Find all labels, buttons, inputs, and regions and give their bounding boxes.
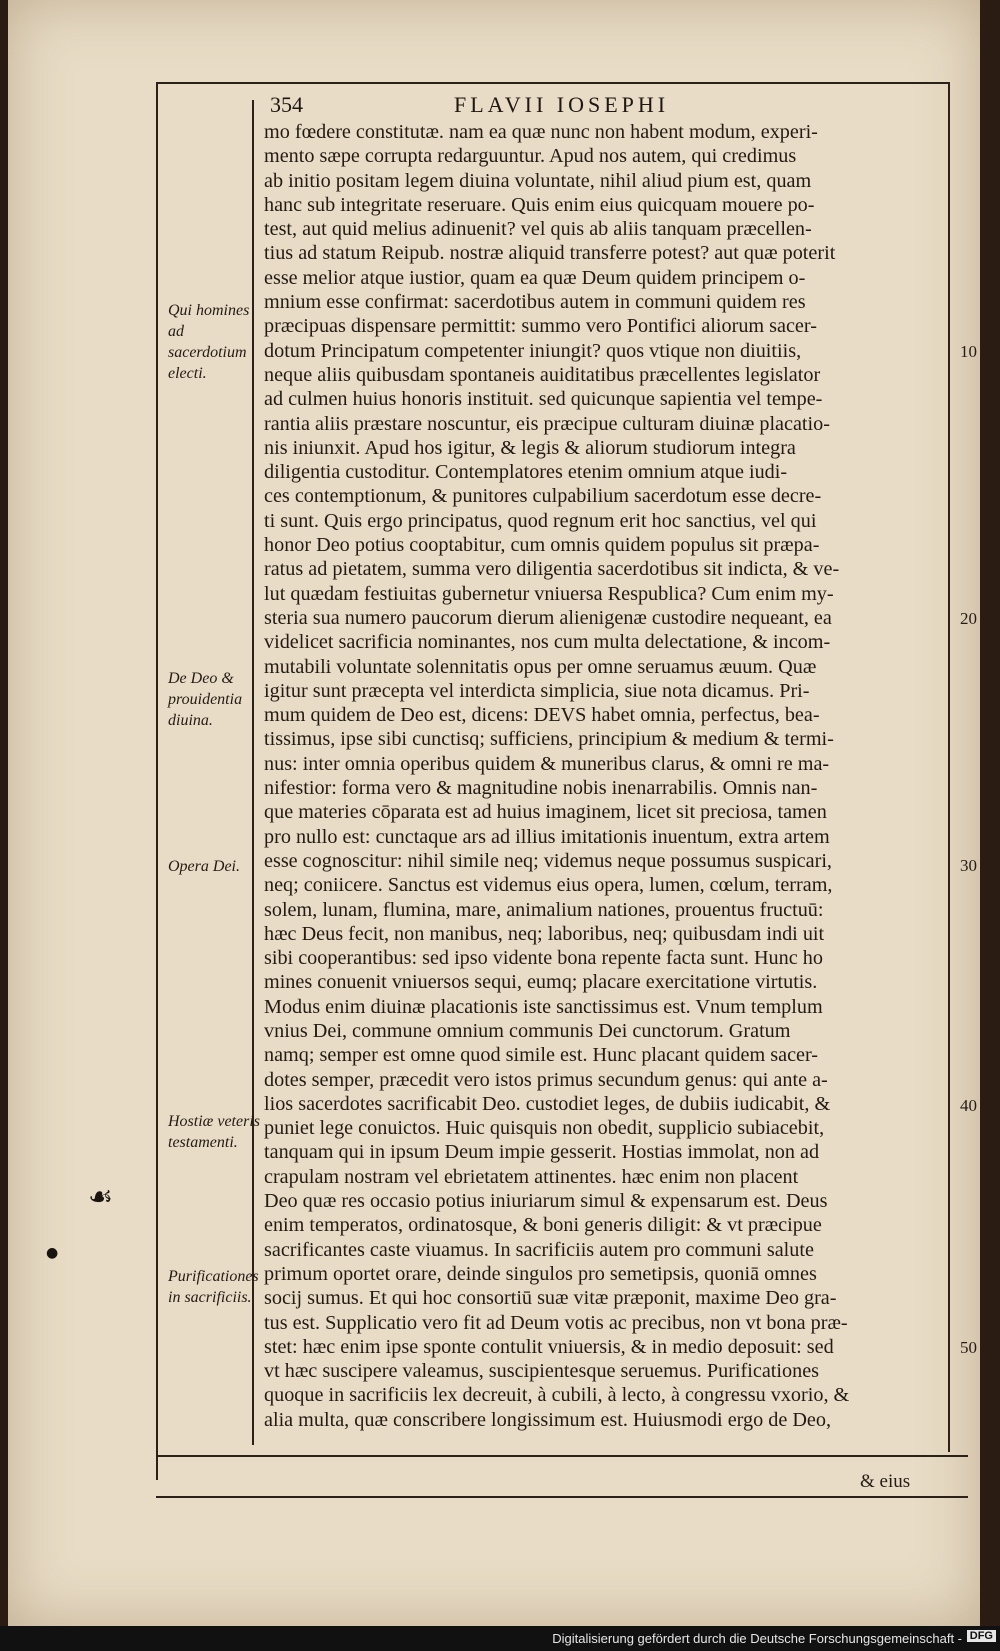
text-line: solem, lunam, flumina, mare, animalium nationes, prouentus fructuū: — [264, 898, 824, 921]
sidenote-works-of-god: Opera Dei. — [168, 858, 240, 875]
text-line: diligentia custoditur. Contemplatores etenim omnium atque iudi- — [264, 461, 788, 484]
line-number-50: 50 — [960, 1338, 977, 1357]
text-line: que materies cōparata est ad huius imaginem, licet sit preciosa, tamen — [264, 801, 827, 824]
text-line: præcipuas dispensare permittit: summo vero Pontifici aliorum sacer- — [264, 315, 817, 338]
text-line: mines conuenit vniuersos sequi, eumq; placare exercitatione virtutis. — [264, 971, 818, 994]
text-line: honor Deo potius cooptabitur, cum omnis quidem populus sit præpa- — [264, 534, 820, 557]
text-line: ti sunt. Quis ergo principatus, quod regnum erit hoc sanctius, vel qui — [264, 509, 817, 532]
text-line: steria sua numero paucorum dierum alienigenæ custodire nequeant, ea — [264, 606, 832, 629]
text-line: mnium esse confirmat: sacerdotibus autem in communi quidem res — [264, 291, 806, 314]
text-line: Modus enim diuinæ placationis iste sanctissimus est. Vnum templum — [264, 995, 823, 1018]
sidenote-god-providence: De Deo & prouidentia diuina. — [168, 670, 243, 729]
text-line: mento sæpe corrupta redarguuntur. Apud nos autem, qui credimus — [264, 145, 797, 168]
dfg-logo: DFG — [967, 1630, 996, 1642]
catchword: & eius — [860, 1471, 911, 1492]
text-line: stet: hæc enim ipse sponte contulit vniuersis, & in medio deposuit: sed — [264, 1335, 834, 1358]
text-line: alia multa, quæ conscribere longissimum est. Huiusmodi ergo de Deo, — [264, 1408, 832, 1431]
running-head: FLAVII IOSEPHI — [454, 92, 670, 117]
text-line: dotum Principatum competenter iniungit? quos vtique non diuitiis, — [264, 339, 802, 362]
text-line: vnius Dei, commune omnium communis Dei cunctorum. Gratum — [264, 1019, 791, 1042]
text-line: tus est. Supplicatio vero fit ad Deum votis ac precibus, non vt bona præ- — [264, 1311, 848, 1334]
text-line: crapulam nostram vel ebrietatem attinentes. hæc enim non placent — [264, 1165, 799, 1188]
text-line: lut quædam festiuitas gubernetur vniuersa Respublica? Cum enim my- — [264, 582, 834, 605]
dot-mark-icon: ● — [46, 1245, 59, 1261]
text-line: ratus ad pietatem, summa vero diligentia sacerdotibus sit indicta, & ve- — [264, 558, 840, 581]
book-page — [8, 0, 980, 1626]
footer-credit: Digitalisierung gefördert durch die Deutsche Forschungsgemeinschaft - — [552, 1631, 962, 1646]
text-line: hæc Deus fecit, non manibus, neq; laboribus, neq; quibusdam indi uit — [264, 922, 825, 945]
text-line: tius ad statum Reipub. nostræ aliquid transferre potest? aut quæ poterit — [264, 242, 836, 265]
text-line: pro nullo est: cunctaque ars ad illius imitationis inuentum, extra artem — [264, 825, 830, 848]
text-line: esse melior atque iustior, quam ea quæ Deum quidem principem o- — [264, 266, 806, 289]
text-line: tissimus, ipse sibi cunctisq; sufficiens, principium & medium & termi- — [264, 728, 834, 751]
text-line: mo fœdere constitutæ. nam ea quæ nunc non habent modum, experi- — [264, 121, 818, 143]
text-line: mutabili voluntate solennitatis opus per omne seruamus æuum. Quæ — [264, 655, 817, 678]
text-line: hanc sub integritate reseruare. Quis enim eius quicquam mouere po- — [264, 193, 815, 216]
text-line: esse cognoscitur: nihil simile neq; videmus neque possumus suspicari, — [264, 849, 832, 872]
bottom-rule-lower — [156, 1496, 968, 1498]
text-line: puniet lege conuictos. Huic quisquis non obedit, supplicio subiacebit, — [264, 1117, 825, 1140]
text-line: nifestior: forma vero & magnitudine nobis inenarrabilis. Omnis nan- — [264, 777, 818, 800]
text-line: ces contemptionum, & punitores culpabilium sacerdotum esse decre- — [264, 485, 822, 508]
text-line: nis iniunxit. Apud hos igitur, & legis & aliorum studiorum integra — [264, 436, 796, 459]
sidenote-sacrifices: Hostiæ veteris testamenti. — [168, 1113, 260, 1151]
left-outer-rule — [156, 82, 158, 1480]
text-line: sacrificantes caste viuamus. In sacrificiis autem pro communi salute — [264, 1238, 814, 1261]
text-line: ab initio positam legem diuina voluntate, nihil aliud pium est, quam — [264, 169, 812, 192]
footer-bar — [0, 1626, 1000, 1651]
line-number-30: 30 — [960, 856, 977, 875]
text-line: quoque in sacrificiis lex decreuit, à cubili, à lecto, à congressu vxorio, & — [264, 1384, 850, 1407]
text-line: socij sumus. Et qui hoc consortiū suæ vitæ præponit, maxime Deo gra- — [264, 1287, 837, 1310]
text-line: rantia aliis præstare noscuntur, eis præcipue culturam diuinæ placatio- — [264, 412, 830, 435]
text-line: mum quidem de Deo est, dicens: DEVS habet omnia, perfectus, bea- — [264, 704, 820, 727]
text-line: igitur sunt præcepta vel interdicta simplicia, siue nota dicamus. Pri- — [264, 679, 810, 702]
text-line: ad culmen huius honoris instituit. sed quicunque sapientia vel tempe- — [264, 388, 823, 411]
text-line: dotes semper, præcedit vero istos primus secundum genus: qui ante a- — [264, 1068, 828, 1091]
text-line: namq; semper est omne quod simile est. Hunc placant quidem sacer- — [264, 1044, 819, 1067]
page-number: 354 — [270, 92, 303, 117]
text-line: nus: inter omnia operibus quidem & muneribus clarus, & omni re ma- — [264, 752, 830, 775]
text-line: tanquam qui in ipsum Deum impie gesserit. Hostias immolat, non ad — [264, 1141, 820, 1164]
text-line: enim temperatos, ordinatosque, & boni generis diligit: & vt præcipue — [264, 1214, 822, 1237]
text-line: sibi cooperantibus: sed ipso vidente bona repente facta sunt. Hunc ho — [264, 947, 823, 970]
sidenote-priests: Qui homines ad sacerdotium electi. — [168, 302, 250, 382]
text-line: lios sacerdotes sacrificabit Deo. custodiet leges, de dubiis iudicabit, & — [264, 1092, 831, 1115]
text-line: neque aliis quibusdam spontaneis auiditatibus præcellentes legislator — [264, 363, 821, 386]
text-line: primum oportet orare, deinde singulos pro semetipsis, quoniā omnes — [264, 1262, 817, 1285]
sidenote-purifications: Purificationes in sacrificiis. — [168, 1268, 259, 1306]
line-number-20: 20 — [960, 609, 977, 628]
text-line: Deo quæ res occasio potius iniuriarum simul & expensarum est. Deus — [264, 1190, 828, 1213]
text-line: vt hæc suscipere valeamus, suscipientesque seruemus. Purificationes — [264, 1360, 820, 1383]
bottom-rule — [156, 1455, 968, 1457]
body-text — [264, 120, 954, 1432]
line-number-10: 10 — [960, 342, 977, 361]
text-line: neq; coniicere. Sanctus est videmus eius opera, lumen, cœlum, terram, — [264, 874, 833, 897]
line-number-40: 40 — [960, 1096, 977, 1115]
text-line: test, aut quid melius adinuenit? vel quis ab aliis tanquam præcellen- — [264, 218, 812, 241]
header-rule — [156, 82, 950, 84]
text-line: videlicet sacrificia nominantes, nos cum multa delectatione, & incom- — [264, 631, 831, 654]
hand-mark-icon: ☙ — [88, 1180, 114, 1213]
